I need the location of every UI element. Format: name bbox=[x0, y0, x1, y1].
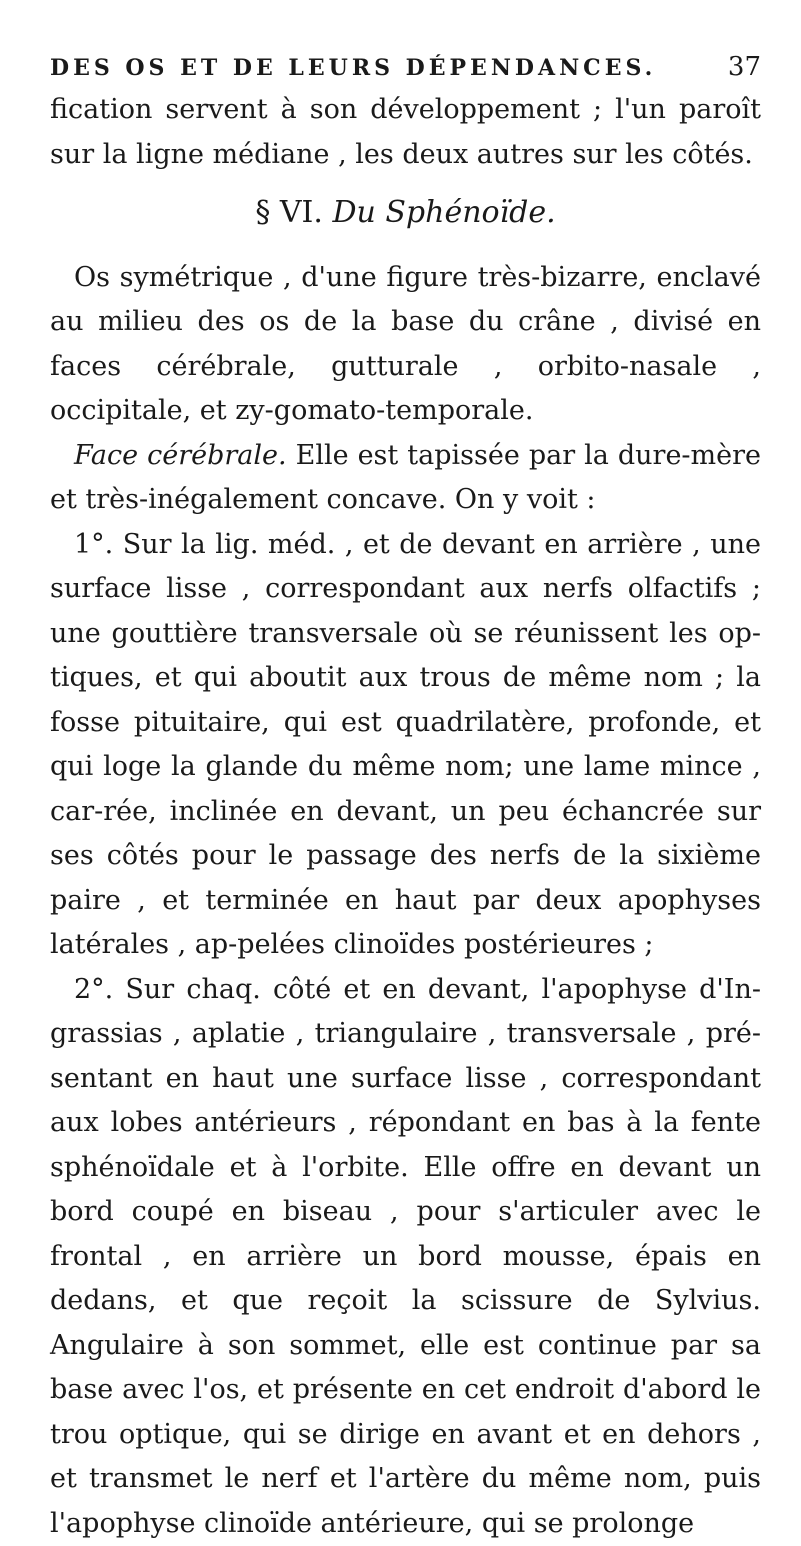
paragraph-2-text: Elle est tapissée par la dure-mère et très-inégalement concave. On y voit : bbox=[50, 440, 761, 516]
paragraph-2-lead: Face cérébrale. bbox=[74, 440, 287, 471]
running-title: DES OS ET DE LEURS DÉPENDANCES. bbox=[50, 55, 656, 81]
page-number: 37 bbox=[728, 52, 761, 82]
paragraph-4: 2°. Sur chaq. côté et en devant, l'apophyse d'In-grassias , aplatie , triangulaire , transversale , pré-sentant en haut une surface lisse , correspondant aux lobes antérieurs , répondant en bas à la fente sphénoïdale et à l'orbite. Elle offre en devant un bord coupé en biseau , pour s'articuler avec le frontal , en arrière un bord mousse, épais en dedans, et que reçoit la scissure de Sylvius. Angulaire à son sommet, elle est continue par sa base avec l'os, et présente en cet endroit d'abord le trou optique, qui se dirige en avant et en dehors , et transmet le nerf et l'artère du même nom, puis l'apophyse clinoïde antérieure, qui se prolonge bbox=[50, 968, 761, 1546]
section-title: Du Sphénoïde. bbox=[332, 195, 555, 230]
section-heading bbox=[50, 191, 761, 236]
paragraph-2 bbox=[50, 434, 761, 523]
paragraph-1: Os symétrique , d'une figure très-bizarre, enclavé au milieu des os de la base du crâne , divisé en faces cérébrale, gutturale , orbito-nasale , occipitale, et zy-gomato-temporale. bbox=[50, 256, 761, 434]
body-text bbox=[50, 88, 761, 1546]
section-number: § VI. bbox=[255, 195, 323, 230]
running-head bbox=[50, 52, 761, 88]
paragraph-3: 1°. Sur la lig. méd. , et de devant en arrière , une surface lisse , correspondant aux nerfs olfactifs ; une gouttière transversale où se réunissent les op-tiques, et qui aboutit aux trous de même nom ; la fosse pituitaire, qui est quadrilatère, profonde, et qui loge la glande du même nom; une lame mince , car-rée, inclinée en devant, un peu échancrée sur ses côtés pour le passage des nerfs de la sixième paire , et terminée en haut par deux apophyses latérales , ap-pelées clinoïdes postérieures ; bbox=[50, 523, 761, 968]
continuation-paragraph: fication servent à son développement ; l'un paroît sur la ligne médiane , les deux autres sur les côtés. bbox=[50, 88, 761, 177]
